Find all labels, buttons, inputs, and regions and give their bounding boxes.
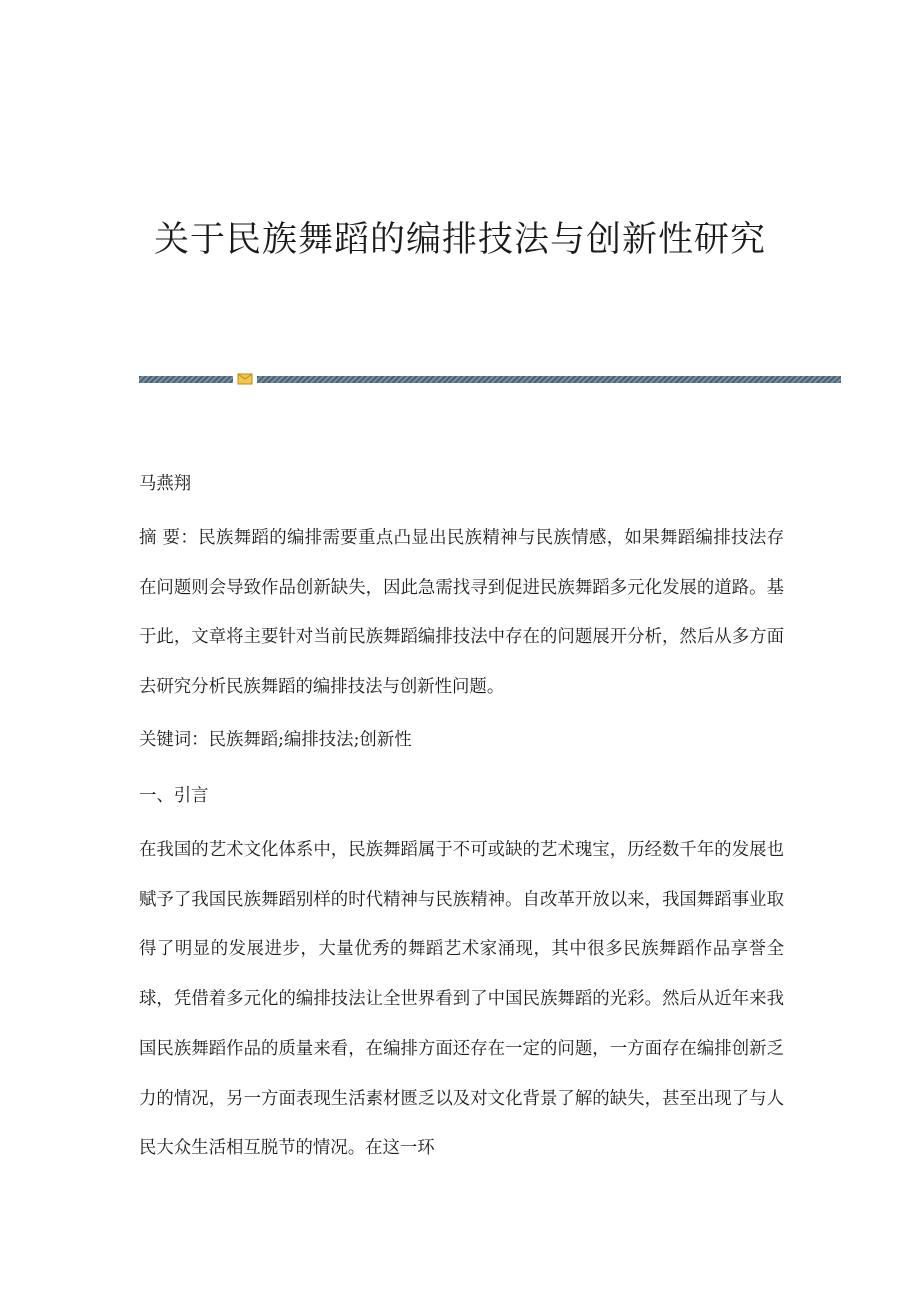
section-heading: 一、引言 [139,786,209,806]
document-title: 关于民族舞蹈的编排技法与创新性研究 [153,220,766,260]
keywords-text: 民族舞蹈;编排技法;创新性 [208,730,412,750]
abstract-label: 摘 要： [139,528,199,548]
title-divider [139,373,841,385]
divider-bar-left [139,376,233,383]
divider-bar-right [257,376,841,383]
section-paragraph: 在我国的艺术文化体系中，民族舞蹈属于不可或缺的艺术瑰宝，历经数千年的发展也赋予了我国民族舞蹈别样的时代精神与民族精神。自改革开放以来，我国舞蹈事业取得了明显的发展进步，大量优秀的舞蹈艺术家涌现，其中很多民族舞蹈作品享誉全球，凭借着多元化的编排技法让全世界看到了中国民族舞蹈的光彩。然后从近年来我国民族舞蹈作品的质量来看，在编排方面还存在一定的问题，一方面存在编排创新乏力的情况，另一方面表现生活素材匮乏以及对文化背景了解的缺失，甚至出现了与人民大众生活相互脱节的情况。在这一环 [139,840,784,1159]
abstract-text: 民族舞蹈的编排需要重点凸显出民族精神与民族情感，如果舞蹈编排技法存在问题则会导致作品创新缺失，因此急需找寻到促进民族舞蹈多元化发展的道路。基于此，文章将主要针对当前民族舞蹈编排技法中存在的问题展开分析，然后从多方面去研究分析民族舞蹈的编排技法与创新性问题。 [139,528,785,698]
abstract [139,514,784,713]
keywords-label: 关键词： [139,730,209,750]
divider-ornament-icon [237,373,253,385]
author-name: 马燕翔 [139,474,192,494]
keywords [139,728,412,752]
